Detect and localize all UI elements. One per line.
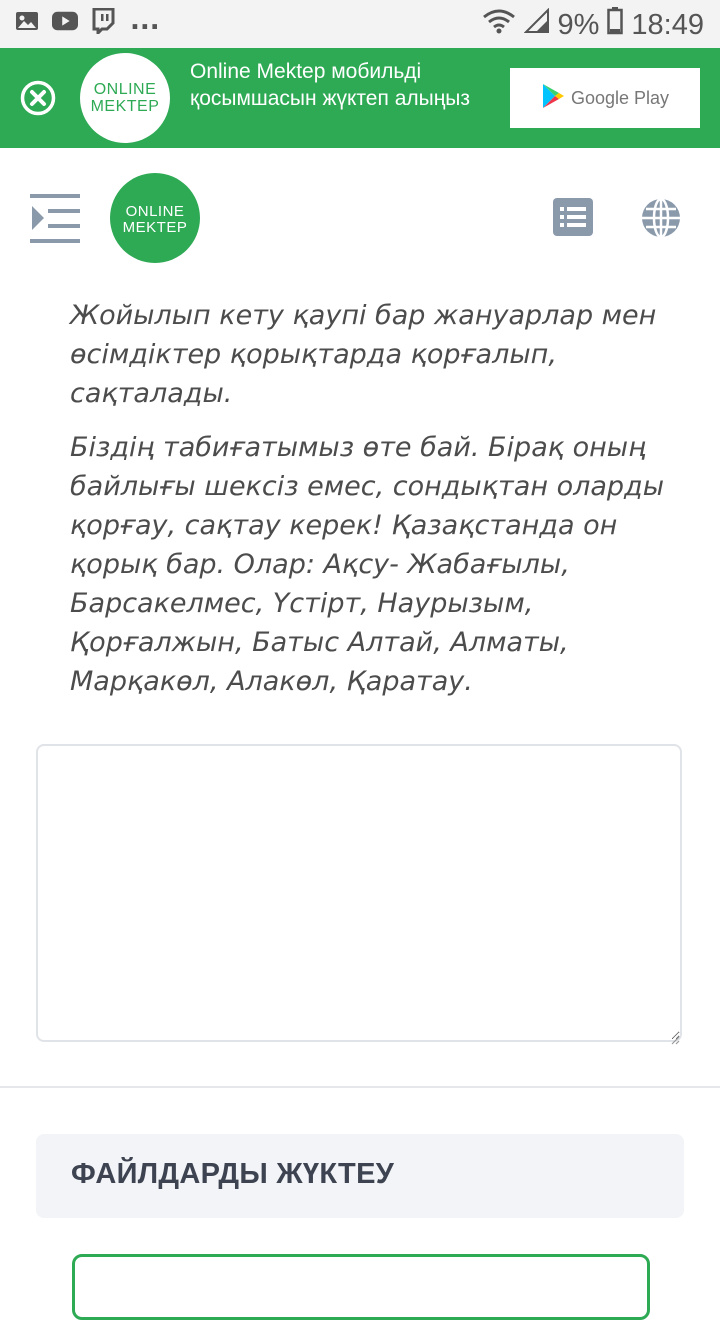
online-mektep-logo <box>80 53 170 143</box>
close-icon[interactable] <box>20 80 56 116</box>
resize-grip-icon[interactable] <box>670 1030 680 1040</box>
answer-textarea[interactable] <box>36 744 682 1042</box>
app-install-banner <box>0 48 720 148</box>
logo-line-1: ONLINE <box>93 81 157 98</box>
logo-line-1: ONLINE <box>125 203 185 220</box>
globe-icon[interactable] <box>641 198 681 238</box>
wifi-icon <box>482 8 516 42</box>
online-mektep-logo[interactable] <box>110 173 200 263</box>
status-bar-notifications <box>14 8 160 34</box>
task-paragraph-1: Жойылып кету қаупі бар жануарлар мен өсімдіктер қорықтарда қорғалып, сақталады. <box>70 300 657 409</box>
battery-percent: 9% <box>557 8 600 41</box>
logo-line-2: MEKTEP <box>90 98 160 115</box>
file-upload-dropzone[interactable] <box>72 1254 650 1320</box>
google-play-label: Google Play <box>570 87 670 108</box>
menu-toggle-icon[interactable] <box>30 194 82 244</box>
image-icon <box>14 8 40 34</box>
task-paragraph-2: Біздің табиғатымыз өте бай. Бірақ оның байлығы шексіз емес, сондықтан оларды қорғау, сақтау керек! Қазақстанда он қорық бар. Олар: Ақсу- Жабағылы, Барсакелмес, Үстірт, Наурызым, Қорғалжын, Батыс Алтай, Алматы, Марқакөл, Алакөл, Қаратау. <box>70 432 665 697</box>
file-upload-section <box>36 1134 684 1218</box>
section-divider <box>0 1086 720 1088</box>
more-notifications: ... <box>130 6 160 36</box>
signal-icon <box>524 8 550 42</box>
file-upload-title: ФАЙЛДАРДЫ ЖҮКТЕУ <box>71 1158 395 1190</box>
status-bar-system <box>482 7 705 43</box>
list-icon[interactable] <box>553 198 593 236</box>
google-play-button[interactable] <box>510 68 700 128</box>
youtube-icon <box>52 8 78 34</box>
google-play-icon <box>541 83 565 113</box>
twitch-icon <box>90 8 116 34</box>
clock: 18:49 <box>631 8 704 41</box>
banner-message: Online Mektep мобильді қосымшасын жүктеп алыңыз <box>190 60 471 110</box>
status-bar <box>0 0 720 48</box>
battery-icon <box>607 7 623 43</box>
logo-line-2: MEKTEP <box>122 219 188 236</box>
